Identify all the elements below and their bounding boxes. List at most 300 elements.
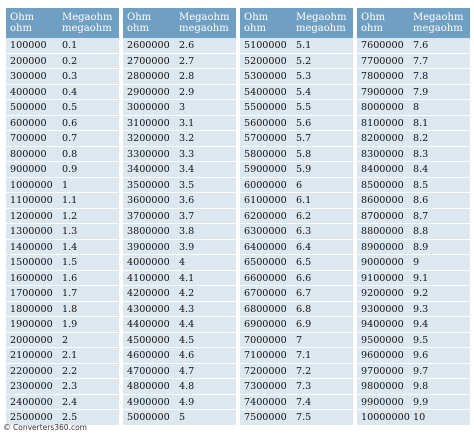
megaohm-cell: 6.4 xyxy=(296,241,312,253)
table-row xyxy=(357,379,470,395)
ohm-cell: 600000 xyxy=(10,117,47,129)
table-header xyxy=(357,8,470,38)
table-row xyxy=(123,364,236,380)
megaohm-cell: 3.1 xyxy=(179,117,195,129)
ohm-cell: 6500000 xyxy=(244,257,287,268)
ohm-cell: 4500000 xyxy=(127,334,170,346)
ohm-cell: 4300000 xyxy=(127,303,170,315)
table-row xyxy=(123,178,236,194)
megaohm-cell: 4.5 xyxy=(179,334,195,346)
table-row xyxy=(6,302,119,318)
megaohm-cell: 7 xyxy=(296,334,303,346)
table-row xyxy=(357,302,470,318)
ohm-cell: 8000000 xyxy=(361,102,404,113)
megaohm-cell: 0.7 xyxy=(62,133,78,144)
table-row xyxy=(6,116,119,132)
ohm-cell: 8500000 xyxy=(361,179,404,191)
ohm-cell: 3400000 xyxy=(127,164,170,175)
megaohm-cell: 2.1 xyxy=(62,350,78,361)
table-row xyxy=(240,147,353,163)
table-row xyxy=(240,131,353,147)
table-row xyxy=(240,69,353,85)
table-row xyxy=(6,333,119,349)
ohm-cell: 5000000 xyxy=(127,412,170,423)
header-megaohm: Megaohm megaohm xyxy=(179,12,230,34)
table-row xyxy=(6,379,119,395)
ohm-cell: 4000000 xyxy=(127,257,170,268)
table-row xyxy=(6,147,119,163)
megaohm-cell: 2.3 xyxy=(62,381,78,392)
megaohm-cell: 3.5 xyxy=(179,179,195,191)
table-row xyxy=(6,286,119,302)
conversion-table-4 xyxy=(357,8,470,426)
table-row xyxy=(240,364,353,380)
ohm-cell: 8900000 xyxy=(361,241,404,253)
table-row xyxy=(357,38,470,54)
megaohm-cell: 7.1 xyxy=(296,350,312,361)
megaohm-cell: 6.7 xyxy=(296,288,312,299)
megaohm-cell: 2.8 xyxy=(179,71,195,82)
table-row xyxy=(357,240,470,256)
ohm-cell: 1400000 xyxy=(10,241,53,253)
table-row xyxy=(240,54,353,70)
table-row xyxy=(357,333,470,349)
megaohm-cell: 4 xyxy=(179,257,186,268)
ohm-cell: 4900000 xyxy=(127,396,170,408)
ohm-cell: 3300000 xyxy=(127,148,170,160)
ohm-cell: 100000 xyxy=(10,40,47,51)
ohm-cell: 4800000 xyxy=(127,381,170,392)
table-row xyxy=(357,224,470,240)
ohm-cell: 6800000 xyxy=(244,303,287,315)
ohm-cell: 8800000 xyxy=(361,226,404,237)
table-row xyxy=(123,240,236,256)
megaohm-cell: 5.9 xyxy=(296,164,312,175)
megaohm-cell: 4.2 xyxy=(179,288,195,299)
megaohm-cell: 6.3 xyxy=(296,226,312,237)
ohm-cell: 800000 xyxy=(10,148,47,160)
ohm-cell: 3600000 xyxy=(127,195,170,206)
megaohm-cell: 1.2 xyxy=(62,210,78,222)
table-row xyxy=(357,178,470,194)
table-row xyxy=(123,100,236,116)
ohm-cell: 7500000 xyxy=(244,412,287,423)
table-row xyxy=(240,271,353,287)
table-row xyxy=(123,317,236,333)
megaohm-cell: 3.3 xyxy=(179,148,195,160)
table-row xyxy=(357,255,470,271)
ohm-cell: 5800000 xyxy=(244,148,287,160)
table-row xyxy=(123,193,236,209)
megaohm-cell: 1.4 xyxy=(62,241,78,253)
table-row xyxy=(123,379,236,395)
table-header xyxy=(6,8,119,38)
megaohm-cell: 2.6 xyxy=(179,40,195,51)
megaohm-cell: 3.6 xyxy=(179,195,195,206)
megaohm-cell: 1.9 xyxy=(62,319,78,330)
megaohm-cell: 0.2 xyxy=(62,55,78,67)
table-row xyxy=(357,317,470,333)
ohm-cell: 1500000 xyxy=(10,257,53,268)
ohm-cell: 2400000 xyxy=(10,396,53,408)
megaohm-cell: 2.2 xyxy=(62,365,78,377)
ohm-cell: 9700000 xyxy=(361,365,404,377)
ohm-cell: 6200000 xyxy=(244,210,287,222)
megaohm-cell: 9.3 xyxy=(413,303,429,315)
ohm-cell: 2500000 xyxy=(10,412,53,423)
ohm-cell: 3700000 xyxy=(127,210,170,222)
table-row xyxy=(357,162,470,178)
table-row xyxy=(123,54,236,70)
ohm-cell: 8700000 xyxy=(361,210,404,222)
megaohm-cell: 8.6 xyxy=(413,195,429,206)
ohm-cell: 5200000 xyxy=(244,55,287,67)
ohm-cell: 8400000 xyxy=(361,164,404,175)
table-row xyxy=(123,224,236,240)
ohm-cell: 1600000 xyxy=(10,272,53,284)
table-row xyxy=(357,54,470,70)
ohm-cell: 1000000 xyxy=(10,179,53,191)
ohm-cell: 1200000 xyxy=(10,210,53,222)
conversion-tables xyxy=(6,8,470,426)
ohm-cell: 1100000 xyxy=(10,195,53,206)
ohm-cell: 500000 xyxy=(10,102,47,113)
megaohm-cell: 8 xyxy=(413,102,420,113)
ohm-cell: 6100000 xyxy=(244,195,287,206)
table-row xyxy=(6,364,119,380)
header-ohm: Ohm ohm xyxy=(127,12,152,34)
conversion-table-2 xyxy=(123,8,236,426)
megaohm-cell: 2.7 xyxy=(179,55,195,67)
table-row xyxy=(6,162,119,178)
table-row xyxy=(6,38,119,54)
table-row xyxy=(123,286,236,302)
table-row xyxy=(240,410,353,426)
ohm-cell: 300000 xyxy=(10,71,47,82)
megaohm-cell: 5.1 xyxy=(296,40,312,51)
table-row xyxy=(6,178,119,194)
megaohm-cell: 0.4 xyxy=(62,86,78,98)
ohm-cell: 8300000 xyxy=(361,148,404,160)
ohm-cell: 8100000 xyxy=(361,117,404,129)
ohm-cell: 5500000 xyxy=(244,102,287,113)
ohm-cell: 5600000 xyxy=(244,117,287,129)
table-row xyxy=(240,116,353,132)
header-ohm: Ohm ohm xyxy=(244,12,269,34)
megaohm-cell: 5 xyxy=(179,412,186,423)
footer xyxy=(3,423,87,432)
megaohm-cell: 9.9 xyxy=(413,396,429,408)
header-megaohm: Megaohm megaohm xyxy=(62,12,113,34)
megaohm-cell: 0.5 xyxy=(62,102,78,113)
megaohm-cell: 9.4 xyxy=(413,319,429,330)
footer-text: Converters360.com xyxy=(13,423,87,432)
ohm-cell: 700000 xyxy=(10,133,47,144)
table-row xyxy=(357,348,470,364)
ohm-cell: 1700000 xyxy=(10,288,53,299)
ohm-cell: 7200000 xyxy=(244,365,287,377)
megaohm-cell: 3 xyxy=(179,102,186,113)
megaohm-cell: 0.6 xyxy=(62,117,78,129)
table-row xyxy=(240,224,353,240)
table-row xyxy=(357,410,470,426)
ohm-cell: 3900000 xyxy=(127,241,170,253)
megaohm-cell: 9.5 xyxy=(413,334,429,346)
ohm-cell: 3100000 xyxy=(127,117,170,129)
megaohm-cell: 0.3 xyxy=(62,71,78,82)
table-row xyxy=(123,147,236,163)
ohm-cell: 5400000 xyxy=(244,86,287,98)
megaohm-cell: 8.2 xyxy=(413,133,429,144)
table-row xyxy=(6,395,119,411)
megaohm-cell: 6.9 xyxy=(296,319,312,330)
ohm-cell: 6900000 xyxy=(244,319,287,330)
megaohm-cell: 7.2 xyxy=(296,365,312,377)
table-row xyxy=(123,255,236,271)
megaohm-cell: 4.8 xyxy=(179,381,195,392)
table-row xyxy=(240,286,353,302)
table-row xyxy=(123,209,236,225)
ohm-cell: 9800000 xyxy=(361,381,404,392)
megaohm-cell: 1 xyxy=(62,179,69,191)
megaohm-cell: 8.7 xyxy=(413,210,429,222)
megaohm-cell: 9.7 xyxy=(413,365,429,377)
ohm-cell: 1800000 xyxy=(10,303,53,315)
megaohm-cell: 1.5 xyxy=(62,257,78,268)
ohm-cell: 7700000 xyxy=(361,55,404,67)
ohm-cell: 5300000 xyxy=(244,71,287,82)
table-row xyxy=(240,317,353,333)
table-row xyxy=(357,85,470,101)
table-row xyxy=(240,178,353,194)
megaohm-cell: 3.9 xyxy=(179,241,195,253)
ohm-cell: 4100000 xyxy=(127,272,170,284)
megaohm-cell: 4.4 xyxy=(179,319,195,330)
table-row xyxy=(240,100,353,116)
megaohm-cell: 1.7 xyxy=(62,288,78,299)
ohm-cell: 2000000 xyxy=(10,334,53,346)
megaohm-cell: 2 xyxy=(62,334,69,346)
ohm-cell: 1900000 xyxy=(10,319,53,330)
ohm-cell: 9200000 xyxy=(361,288,404,299)
megaohm-cell: 4.6 xyxy=(179,350,195,361)
table-row xyxy=(357,131,470,147)
megaohm-cell: 5.4 xyxy=(296,86,312,98)
megaohm-cell: 6 xyxy=(296,179,303,191)
ohm-cell: 7000000 xyxy=(244,334,287,346)
megaohm-cell: 8.8 xyxy=(413,226,429,237)
ohm-cell: 4600000 xyxy=(127,350,170,361)
table-row xyxy=(357,395,470,411)
megaohm-cell: 7.8 xyxy=(413,71,429,82)
table-row xyxy=(357,69,470,85)
megaohm-cell: 1.1 xyxy=(62,195,78,206)
ohm-cell: 5900000 xyxy=(244,164,287,175)
table-row xyxy=(6,317,119,333)
table-row xyxy=(240,379,353,395)
table-row xyxy=(6,100,119,116)
ohm-cell: 9900000 xyxy=(361,396,404,408)
table-header xyxy=(240,8,353,38)
ohm-cell: 7600000 xyxy=(361,40,404,51)
ohm-cell: 2200000 xyxy=(10,365,53,377)
ohm-cell: 3000000 xyxy=(127,102,170,113)
megaohm-cell: 1.3 xyxy=(62,226,78,237)
table-row xyxy=(123,410,236,426)
ohm-cell: 6600000 xyxy=(244,272,287,284)
ohm-cell: 2100000 xyxy=(10,350,53,361)
ohm-cell: 4400000 xyxy=(127,319,170,330)
ohm-cell: 5100000 xyxy=(244,40,287,51)
ohm-cell: 1300000 xyxy=(10,226,53,237)
ohm-cell: 9400000 xyxy=(361,319,404,330)
ohm-cell: 6700000 xyxy=(244,288,287,299)
ohm-cell: 900000 xyxy=(10,164,47,175)
table-row xyxy=(240,348,353,364)
header-ohm: Ohm ohm xyxy=(10,12,35,34)
table-row xyxy=(123,85,236,101)
table-row xyxy=(6,193,119,209)
ohm-cell: 9500000 xyxy=(361,334,404,346)
table-row xyxy=(240,209,353,225)
megaohm-cell: 4.7 xyxy=(179,365,195,377)
megaohm-cell: 0.8 xyxy=(62,148,78,160)
ohm-cell: 6400000 xyxy=(244,241,287,253)
megaohm-cell: 6.2 xyxy=(296,210,312,222)
table-row xyxy=(240,395,353,411)
ohm-cell: 3200000 xyxy=(127,133,170,144)
ohm-cell: 10000000 xyxy=(361,412,410,423)
ohm-cell: 200000 xyxy=(10,55,47,67)
table-row xyxy=(123,302,236,318)
megaohm-cell: 0.1 xyxy=(62,40,78,51)
table-row xyxy=(123,162,236,178)
table-row xyxy=(6,209,119,225)
megaohm-cell: 2.4 xyxy=(62,396,78,408)
table-row xyxy=(123,271,236,287)
table-row xyxy=(240,193,353,209)
megaohm-cell: 9.2 xyxy=(413,288,429,299)
megaohm-cell: 3.7 xyxy=(179,210,195,222)
table-row xyxy=(123,333,236,349)
table-row xyxy=(123,348,236,364)
ohm-cell: 9000000 xyxy=(361,257,404,268)
megaohm-cell: 6.6 xyxy=(296,272,312,284)
ohm-cell: 8200000 xyxy=(361,133,404,144)
megaohm-cell: 10 xyxy=(413,412,426,423)
ohm-cell: 2300000 xyxy=(10,381,53,392)
table-row xyxy=(123,395,236,411)
megaohm-cell: 8.5 xyxy=(413,179,429,191)
table-row xyxy=(240,38,353,54)
conversion-table-1 xyxy=(6,8,119,426)
megaohm-cell: 4.9 xyxy=(179,396,195,408)
ohm-cell: 7100000 xyxy=(244,350,287,361)
ohm-cell: 400000 xyxy=(10,86,47,98)
megaohm-cell: 0.9 xyxy=(62,164,78,175)
table-row xyxy=(240,302,353,318)
ohm-cell: 7400000 xyxy=(244,396,287,408)
table-row xyxy=(6,54,119,70)
table-row xyxy=(6,131,119,147)
table-row xyxy=(6,85,119,101)
table-row xyxy=(357,364,470,380)
megaohm-cell: 8.1 xyxy=(413,117,429,129)
table-row xyxy=(240,333,353,349)
megaohm-cell: 5.5 xyxy=(296,102,312,113)
megaohm-cell: 1.6 xyxy=(62,272,78,284)
ohm-cell: 9600000 xyxy=(361,350,404,361)
header-megaohm: Megaohm megaohm xyxy=(413,12,464,34)
megaohm-cell: 7.4 xyxy=(296,396,312,408)
megaohm-cell: 7.7 xyxy=(413,55,429,67)
ohm-cell: 6000000 xyxy=(244,179,287,191)
table-row xyxy=(6,224,119,240)
ohm-cell: 7300000 xyxy=(244,381,287,392)
ohm-cell: 7900000 xyxy=(361,86,404,98)
table-row xyxy=(6,271,119,287)
table-row xyxy=(357,271,470,287)
ohm-cell: 9300000 xyxy=(361,303,404,315)
ohm-cell: 4700000 xyxy=(127,365,170,377)
ohm-cell: 9100000 xyxy=(361,272,404,284)
conversion-table-3 xyxy=(240,8,353,426)
header-ohm: Ohm ohm xyxy=(361,12,386,34)
table-row xyxy=(240,162,353,178)
megaohm-cell: 4.1 xyxy=(179,272,195,284)
megaohm-cell: 9.8 xyxy=(413,381,429,392)
megaohm-cell: 6.8 xyxy=(296,303,312,315)
megaohm-cell: 3.8 xyxy=(179,226,195,237)
table-row xyxy=(6,69,119,85)
megaohm-cell: 3.4 xyxy=(179,164,195,175)
table-row xyxy=(123,116,236,132)
table-row xyxy=(357,209,470,225)
megaohm-cell: 9 xyxy=(413,257,420,268)
ohm-cell: 7800000 xyxy=(361,71,404,82)
ohm-cell: 5700000 xyxy=(244,133,287,144)
megaohm-cell: 5.3 xyxy=(296,71,312,82)
table-row xyxy=(240,85,353,101)
table-row xyxy=(357,147,470,163)
table-row xyxy=(6,348,119,364)
ohm-cell: 4200000 xyxy=(127,288,170,299)
ohm-cell: 6300000 xyxy=(244,226,287,237)
table-row xyxy=(357,116,470,132)
megaohm-cell: 8.4 xyxy=(413,164,429,175)
megaohm-cell: 9.1 xyxy=(413,272,429,284)
megaohm-cell: 5.6 xyxy=(296,117,312,129)
table-row xyxy=(123,38,236,54)
table-row xyxy=(357,193,470,209)
table-header xyxy=(123,8,236,38)
megaohm-cell: 9.6 xyxy=(413,350,429,361)
table-row xyxy=(240,240,353,256)
megaohm-cell: 7.9 xyxy=(413,86,429,98)
megaohm-cell: 4.3 xyxy=(179,303,195,315)
ohm-cell: 8600000 xyxy=(361,195,404,206)
ohm-cell: 3800000 xyxy=(127,226,170,237)
megaohm-cell: 2.5 xyxy=(62,412,78,423)
megaohm-cell: 2.9 xyxy=(179,86,195,98)
megaohm-cell: 7.3 xyxy=(296,381,312,392)
megaohm-cell: 8.3 xyxy=(413,148,429,160)
megaohm-cell: 5.2 xyxy=(296,55,312,67)
table-row xyxy=(240,255,353,271)
megaohm-cell: 7.5 xyxy=(296,412,312,423)
megaohm-cell: 5.8 xyxy=(296,148,312,160)
copyright-icon: © xyxy=(3,423,11,432)
